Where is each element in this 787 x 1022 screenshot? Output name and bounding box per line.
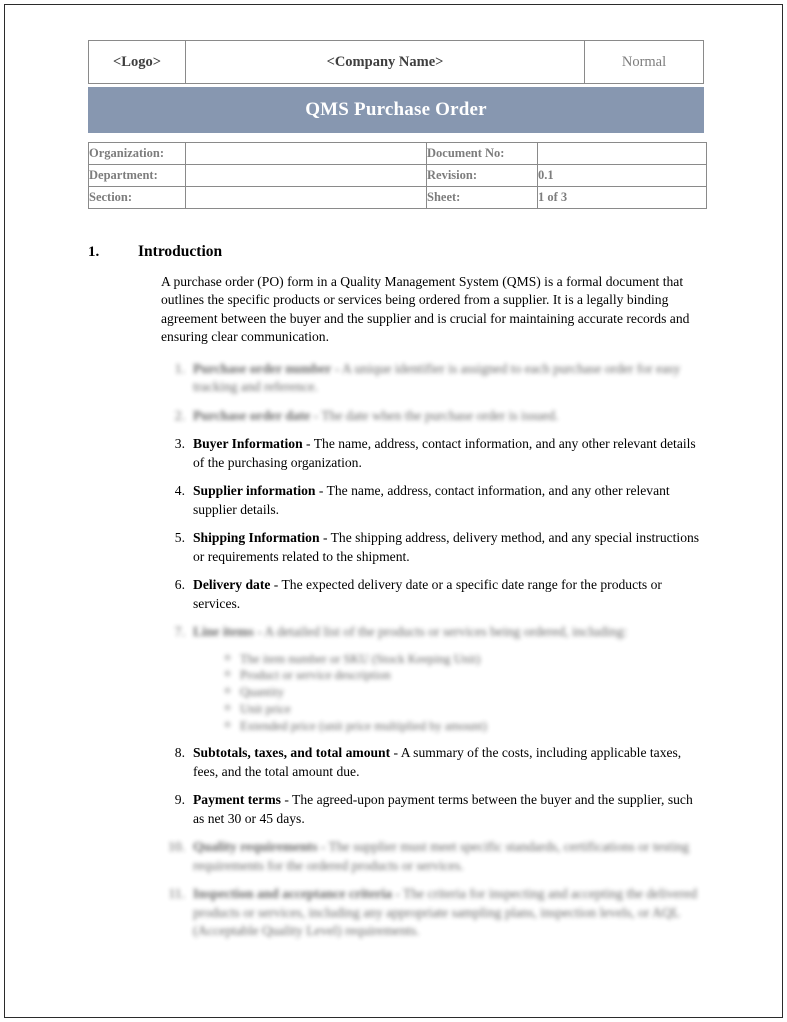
list-item-number: 4. [174,483,185,499]
list-item [161,744,704,781]
list-item-number: 6. [174,577,185,593]
meta-label-revision: Revision: [427,165,538,187]
table-row [89,165,707,187]
list-item-description: - The name, address, contact information, and any other relevant details of the purchasing organization. [193,436,696,470]
section-title: Introduction [138,243,223,260]
list-item [161,529,704,566]
meta-value-revision[interactable]: 0.1 [538,165,707,187]
sub-list-item [193,718,704,735]
list-item [161,482,704,519]
section-body [161,273,704,941]
sub-list-item-label: Quantity [240,685,285,700]
meta-label-sheet: Sheet: [427,187,538,209]
document-header-table [88,40,704,84]
list-item [161,435,704,472]
intro-paragraph: A purchase order (PO) form in a Quality Management System (QMS) is a formal document that outlines the specific products or services being ordered from a supplier. It is a legally binding agreement between the buyer and the supplier and is crucial for maintaining accurate records and ensuring clear communication. [161,274,690,345]
sub-list-item [193,651,704,668]
list-item [161,838,704,875]
meta-value-organization[interactable] [186,143,427,165]
list-item-description: - A detailed list of the products or services being ordered, including: [253,624,628,640]
list-item-term: Purchase order number [193,360,332,376]
list-item-term: Quality requirements [193,839,318,855]
list-item-description: - The agreed-upon payment terms between the buyer and the supplier, such as net 30 or 45 days. [193,792,693,826]
list-item-description: - The criteria for inspecting and accepting the delivered products or services, including any appropriate sampling plans, inspection levels, or AQL (Acceptable Quality Level) requirements. [193,886,698,939]
table-row [89,41,704,84]
sub-list-item [193,667,704,684]
list-item-number: 10. [168,839,185,855]
document-title-banner [88,87,704,133]
list-item [161,623,704,734]
sub-list-item-label: Unit price [240,701,291,716]
page-title: QMS Purchase Order [305,99,487,120]
list-item [161,791,704,828]
sub-list-item [193,684,704,701]
list-item-number: 1. [174,360,185,376]
meta-value-department[interactable] [186,165,427,187]
section-number: 1. [88,244,100,260]
bullet-icon [225,655,230,660]
list-item [161,885,704,940]
sub-list-item-label: The item number or SKU (Stock Keeping Unit) [240,651,481,666]
list-item-term: Buyer Information [193,436,303,452]
table-row [89,143,707,165]
list-item-number: 9. [174,792,185,808]
list-item-description: - The expected delivery date or a specific date range for the products or services. [193,577,662,611]
list-item-term: Payment terms [193,792,281,808]
list-item-description: - The shipping address, delivery method, and any special instructions or requirements related to the shipment. [193,530,700,564]
document-page [88,40,704,951]
bullet-icon [225,705,230,710]
meta-value-document-no[interactable] [538,143,707,165]
list-item-number: 5. [174,530,185,546]
company-name-cell: <Company Name> [186,41,585,84]
list-item-number: 8. [174,745,185,761]
list-item-description: - The date when the purchase order is issued. [310,407,559,423]
list-item-term: Supplier information [193,483,316,499]
list-item-number: 7. [174,624,185,640]
sub-list [193,651,704,735]
list-item [161,360,704,397]
list-item-term: Delivery date [193,577,271,593]
list-item-description: - The supplier must meet specific standards, certifications or testing requirements for the ordered products or services. [193,839,690,873]
list-item-term: Line items [193,624,254,640]
document-meta-table [88,142,707,209]
document-status-cell: Normal [585,41,704,84]
bullet-icon [225,722,230,727]
list-item-number: 3. [174,436,185,452]
requirements-list [161,360,704,941]
list-item-description: - The name, address, contact information, and any other relevant supplier details. [193,483,670,517]
meta-label-section: Section: [89,187,186,209]
sub-list-item-label: Extended price (unit price multiplied by amount) [240,718,487,733]
sub-list-item [193,701,704,718]
meta-value-sheet[interactable]: 1 of 3 [538,187,707,209]
list-item-description: - A unique identifier is assigned to each purchase order for easy tracking and reference. [193,360,681,395]
list-item [161,407,704,425]
table-row [89,187,707,209]
bullet-icon [225,671,230,676]
list-item-term: Subtotals, taxes, and total amount [193,745,391,761]
list-item [161,576,704,613]
sub-list-item-label: Product or service description [240,668,391,683]
bullet-icon [225,688,230,693]
logo-placeholder-cell: <Logo> [89,41,186,84]
meta-label-department: Department: [89,165,186,187]
list-item-number: 11. [168,886,185,902]
list-item-term: Inspection and acceptance criteria [193,886,392,902]
meta-label-organization: Organization: [89,143,186,165]
meta-value-section[interactable] [186,187,427,209]
list-item-description: - A summary of the costs, including applicable taxes, fees, and the total amount due. [193,745,682,779]
list-item-term: Shipping Information [193,530,320,546]
list-item-term: Purchase order date [193,407,311,423]
meta-label-document-no: Document No: [427,143,538,165]
section-heading [88,243,704,261]
list-item-number: 2. [174,407,185,423]
